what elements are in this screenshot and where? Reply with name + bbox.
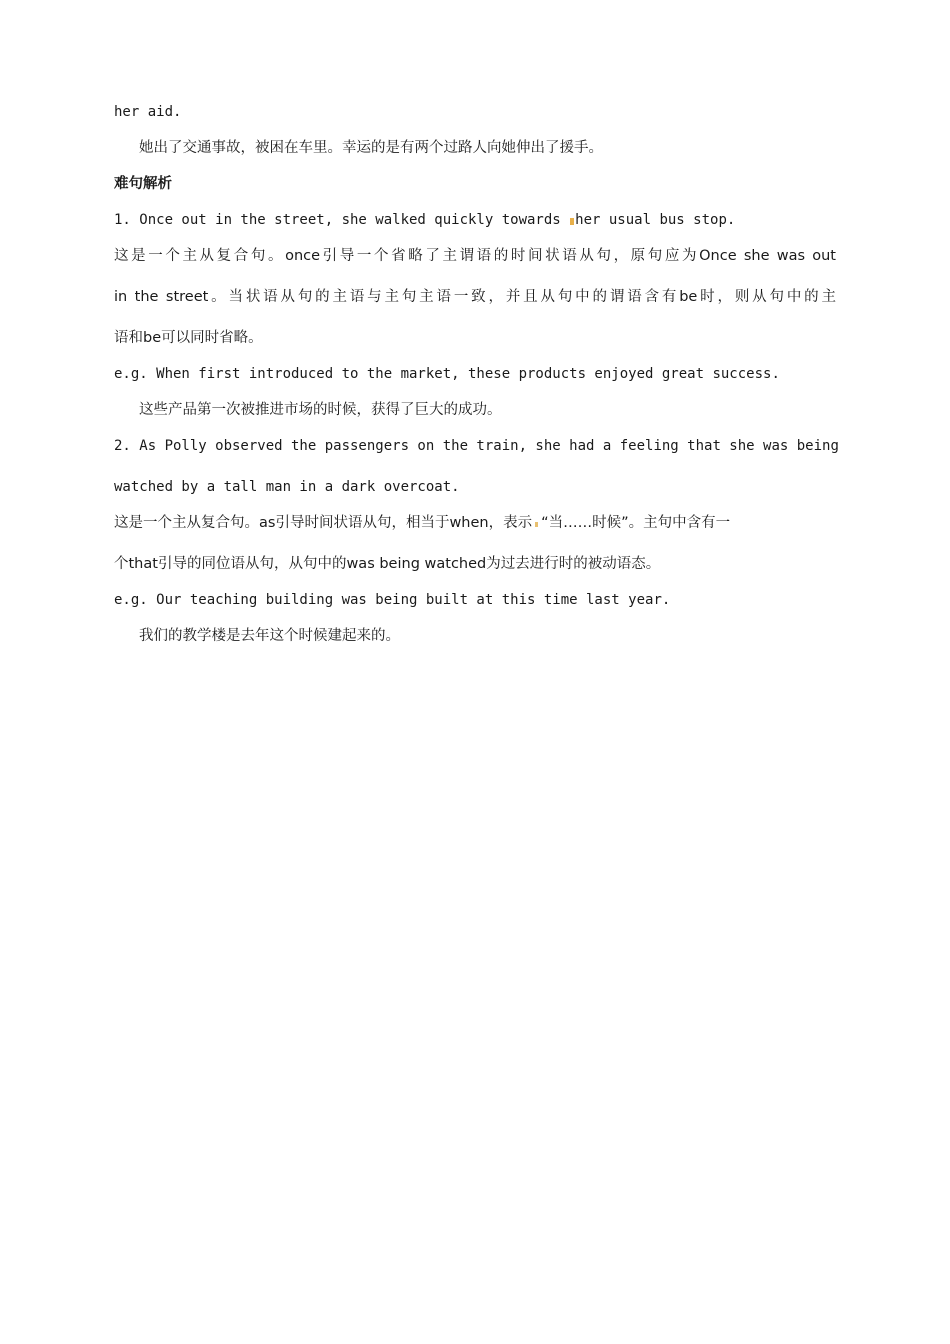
section-heading: 难句解析 xyxy=(114,176,172,192)
prev-text-tail: her aid. xyxy=(114,104,182,120)
item2-example: e.g. Our teaching building was being built at this time last year. xyxy=(114,592,671,608)
item1-explanation-line3: 语和be可以同时省略。 xyxy=(114,330,263,346)
prev-translation: 她出了交通事故，被困在车里。幸运的是有两个过路人向她伸出了援手。 xyxy=(139,140,603,156)
item2-explanation-part-b: “当……时候”。主句中含有一 xyxy=(541,515,731,531)
item2-sentence-line2: watched by a tall man in a dark overcoat. xyxy=(114,479,460,495)
item1-sentence xyxy=(114,210,836,230)
annotation-mark xyxy=(535,522,538,527)
item1-sentence-part-b: her usual bus stop. xyxy=(575,212,736,228)
item1-explanation-line1: 这是一个主从复合句。once引导一个省略了主谓语的时间状语从句，原句应为Once she was out xyxy=(114,248,836,264)
item1-explanation-line2: in the street。当状语从句的主语与主句主语一致，并且从句中的谓语含有be时，则从句中的主 xyxy=(114,289,836,305)
annotation-mark xyxy=(570,218,574,225)
item1-example: e.g. When first introduced to the market, these products enjoyed great success. xyxy=(114,366,780,382)
item1-sentence-part-a: 1. Once out in the street, she walked quickly towards xyxy=(114,212,570,228)
item2-example-translation: 我们的教学楼是去年这个时候建起来的。 xyxy=(139,628,400,644)
item1-example-translation: 这些产品第一次被推进市场的时候，获得了巨大的成功。 xyxy=(139,402,502,418)
item2-explanation-line1 xyxy=(114,513,836,533)
item2-sentence-line1: 2. As Polly observed the passengers on the train, she had a feeling that she was being xyxy=(114,438,839,454)
item2-explanation-part-a: 这是一个主从复合句。as引导时间状语从句，相当于when，表示 xyxy=(114,515,533,531)
item2-explanation-line2: 个that引导的同位语从句，从句中的was being watched为过去进行时的被动语态。 xyxy=(114,556,661,572)
